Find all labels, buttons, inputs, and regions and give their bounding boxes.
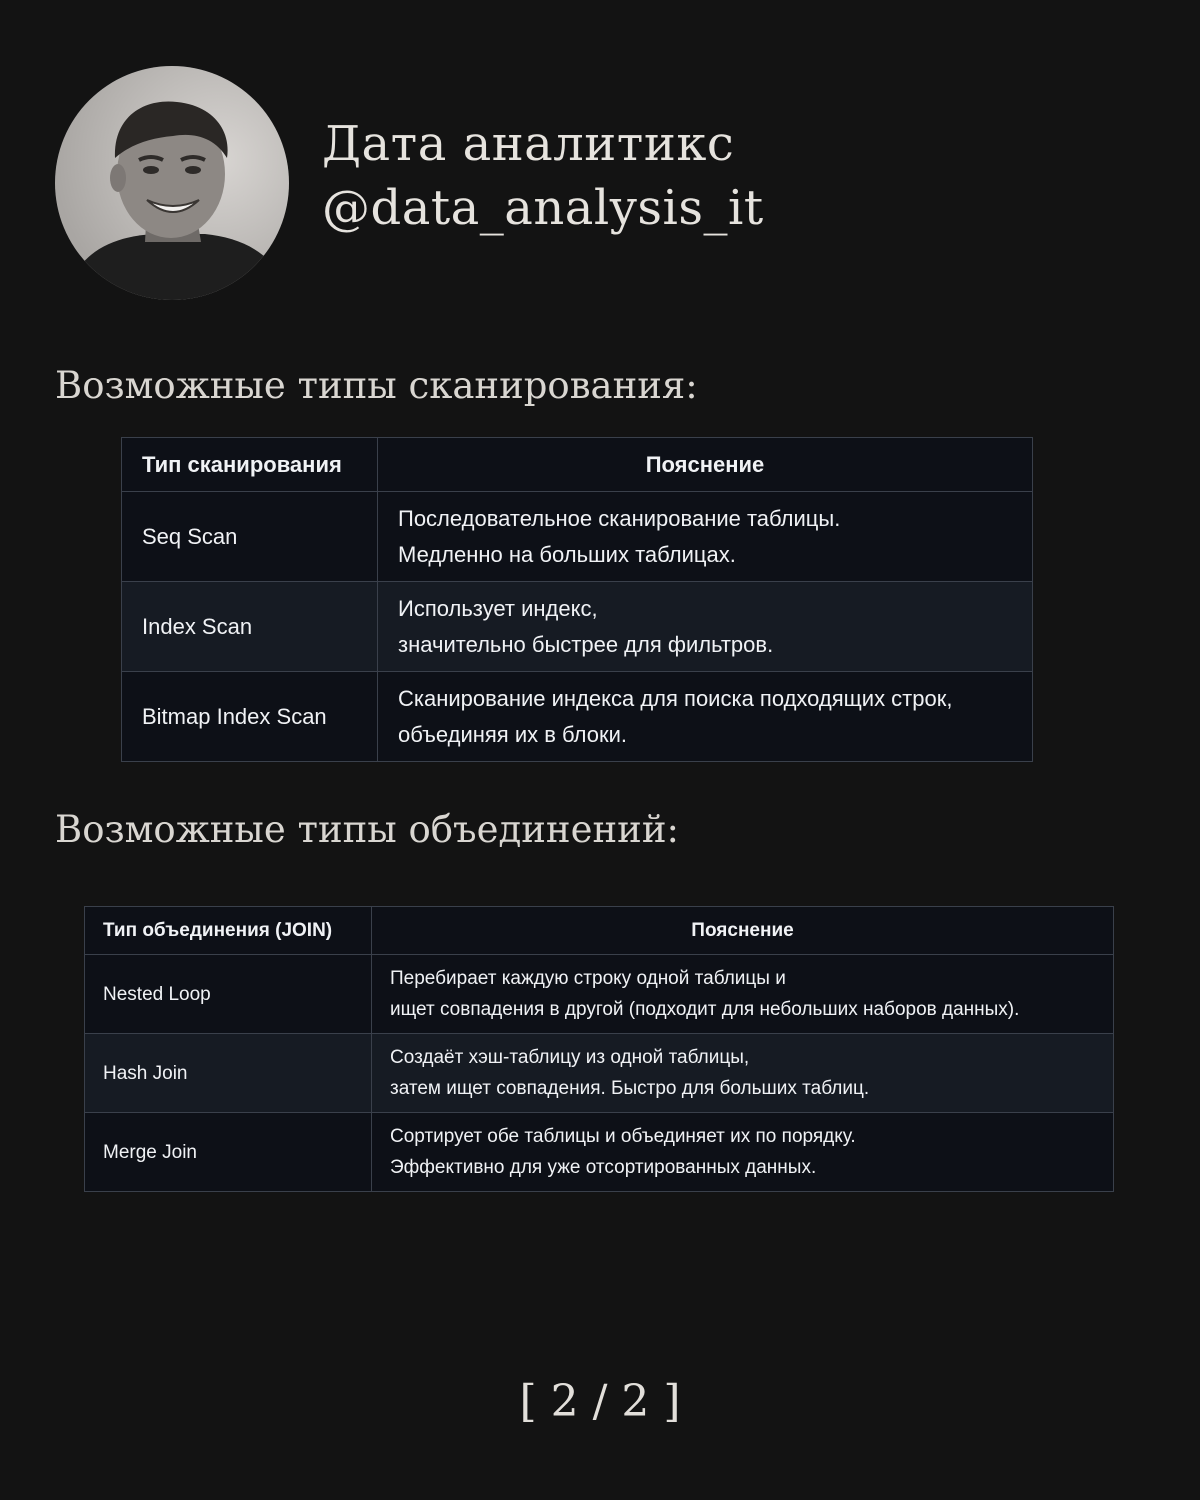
table-row [122, 582, 1033, 672]
join-type-cell: Merge Join [85, 1113, 372, 1192]
join-type-cell: Nested Loop [85, 955, 372, 1034]
table-row [85, 955, 1114, 1034]
join-type-cell: Hash Join [85, 1034, 372, 1113]
description-line: Создаёт хэш-таблицу из одной таблицы, [390, 1047, 750, 1068]
table-header-row [85, 907, 1114, 955]
description-line: Сортирует обе таблицы и объединяет их по порядку. [390, 1126, 856, 1147]
description-line: Использует индекс, [398, 595, 598, 621]
column-header-type: Тип объединения (JOIN) [85, 907, 372, 955]
channel-handle: @data_analysis_it [322, 180, 764, 236]
page-indicator: [ 2 / 2 ] [519, 1376, 681, 1427]
description-line: ищет совпадения в другой (подходит для небольших наборов данных). [390, 999, 1020, 1020]
column-header-type: Тип сканирования [122, 438, 378, 492]
join-description-cell [372, 955, 1114, 1034]
description-line: Медленно на больших таблицах. [398, 541, 736, 567]
table-row [122, 492, 1033, 582]
scan-description-cell [378, 582, 1033, 672]
scan-type-cell: Index Scan [122, 582, 378, 672]
channel-name: Дата аналитикс [322, 116, 735, 172]
description-line: Перебирает каждую строку одной таблицы и [390, 968, 786, 989]
description-line: затем ищет совпадения. Быстро для больших таблиц. [390, 1078, 870, 1099]
author-photo [55, 66, 289, 300]
scan-type-cell: Bitmap Index Scan [122, 672, 378, 762]
scan-description-cell [378, 492, 1033, 582]
join-description-cell [372, 1034, 1114, 1113]
column-header-description: Пояснение [378, 438, 1033, 492]
table-row [85, 1113, 1114, 1192]
scan-types-heading: Возможные типы сканирования: [55, 364, 698, 407]
scan-type-cell: Seq Scan [122, 492, 378, 582]
author-avatar [55, 66, 289, 300]
table-row [85, 1034, 1114, 1113]
description-line: значительно быстрее для фильтров. [398, 631, 774, 657]
description-line: Эффективно для уже отсортированных данных. [390, 1157, 817, 1178]
description-line: Сканирование индекса для поиска подходящих строк, [398, 685, 953, 711]
scan-description-cell [378, 672, 1033, 762]
scan-types-table [121, 437, 1033, 762]
join-types-heading: Возможные типы объединений: [55, 808, 679, 851]
table-row [122, 672, 1033, 762]
join-types-table [84, 906, 1114, 1192]
join-description-cell [372, 1113, 1114, 1192]
description-line: объединяя их в блоки. [398, 721, 627, 747]
column-header-description: Пояснение [372, 907, 1114, 955]
table-header-row [122, 438, 1033, 492]
description-line: Последовательное сканирование таблицы. [398, 505, 841, 531]
